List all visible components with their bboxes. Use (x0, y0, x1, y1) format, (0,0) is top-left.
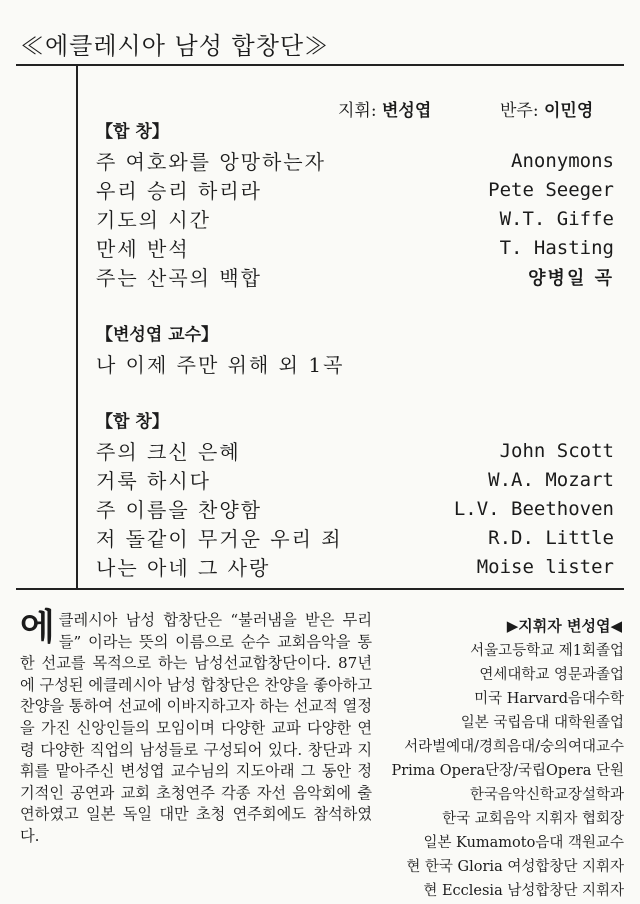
accompanist-name: 이민영 (543, 101, 594, 121)
section-heading: 【변성엽 교수】 (96, 325, 219, 345)
piece-title: 우리 승리 하리라 (96, 179, 262, 203)
conductor-name: 변성엽 (381, 101, 432, 121)
piece-title: 주 이름을 찬양함 (96, 498, 262, 522)
bio-line: 현 한국 Gloria 여성합창단 지휘자 (406, 859, 624, 875)
piece-title: 나는 아네 그 사랑 (96, 556, 271, 580)
piece-composer: Anonymons (511, 149, 614, 172)
program-row (96, 204, 614, 233)
intro-text: 클레시아 남성 합창단은 “불러냄을 받은 무리들” 이라는 뜻의 이름으로 순수 교회음악을 통한 선교를 목적으로 하는 남성선교합창단이다. 87년에 구성된 에클레시아 남성 합창단은 찬양을 좋아하고 찬양을 통하여 선교에 이바지하고자 하는 선교적 열정을 가진 신앙인들의 모임이며 다양한 교파 다양한 연령 다양한 직업의 남성들로 구성되어 있다. 창단과 지휘를 맡아주신 변성엽 교수님의 지도아래 그 동안 정기적인 공연과 교회 초청연주 각종 자선 음악회에 출연하였고 일본 독일 대만 초청 연주회에도 참석하였다. (20, 611, 372, 845)
bio-line: 한국 교회음악 지휘자 협회장 (442, 811, 624, 827)
program-section-chorus-1 (96, 118, 614, 291)
program-row (96, 494, 614, 523)
section-heading: 【합 창】 (96, 122, 169, 142)
piece-title: 주의 크신 은혜 (96, 440, 241, 464)
piece-composer: 양병일 곡 (528, 267, 614, 289)
program-row (96, 233, 614, 262)
program-row (96, 465, 614, 494)
program-row (96, 436, 614, 465)
section-spacer (96, 291, 614, 321)
piece-composer: John Scott (499, 439, 614, 462)
bio-line: 일본 국립음대 대학원졸업 (460, 715, 624, 731)
piece-title: 나 이제 주만 위해 외 1곡 (96, 353, 345, 377)
program-row (96, 146, 614, 175)
piece-composer: R.D. Little (488, 526, 614, 549)
program-margin-line (76, 66, 78, 588)
piece-title: 주는 산곡의 백합 (96, 266, 262, 290)
intro-dropcap: 에 (20, 607, 55, 648)
piece-composer: Moise lister (476, 555, 614, 578)
piece-title: 기도의 시간 (96, 208, 211, 232)
program-list (96, 118, 614, 581)
section-spacer (96, 378, 614, 408)
bio-line: 서라벌예대/경희음대/숭의여대교수 (404, 739, 624, 755)
bio-line: 미국 Harvard음대수학 (474, 691, 624, 707)
program-row (96, 175, 614, 204)
choir-introduction (20, 607, 372, 848)
bio-heading: ▶지휘자 변성엽◀ (506, 617, 622, 635)
piece-composer: L.V. Beethoven (453, 497, 614, 520)
accompanist-label: 반주: (500, 101, 539, 121)
program-row (96, 552, 614, 581)
piece-composer: T. Hasting (499, 236, 614, 259)
bio-line: 현 Ecclesia 남성합창단 지휘자 (423, 883, 624, 899)
section-heading: 【합 창】 (96, 412, 169, 432)
bio-line: 한국음악신학교장설학과 (469, 787, 624, 803)
bio-line: 연세대학교 영문과졸업 (479, 667, 624, 683)
bio-line: 일본 Kumamoto음대 객원교수 (423, 835, 624, 851)
bio-line: Prima Opera단장/국립Opera 단원 (391, 763, 624, 779)
piece-title: 주 여호와를 앙망하는자 (96, 150, 326, 174)
program-row (96, 262, 614, 291)
program-section-solo (96, 321, 614, 378)
program-row (96, 349, 614, 378)
top-rule (16, 64, 624, 66)
conductor-bio (380, 612, 624, 904)
bottom-rule (16, 588, 624, 590)
piece-composer: Pete Seeger (488, 178, 614, 201)
concert-title: ≪에클레시아 남성 합창단≫ (20, 32, 330, 60)
program-row (96, 523, 614, 552)
piece-composer: W.A. Mozart (488, 468, 614, 491)
conductor-label: 지휘: (338, 101, 377, 121)
piece-composer: W.T. Giffe (499, 207, 614, 230)
piece-title: 만세 반석 (96, 237, 190, 261)
piece-title: 저 돌같이 무거운 우리 죄 (96, 527, 343, 551)
bio-line: 서울고등학교 제1회졸업 (470, 643, 624, 659)
piece-title: 거룩 하시다 (96, 469, 211, 493)
program-section-chorus-2 (96, 408, 614, 581)
